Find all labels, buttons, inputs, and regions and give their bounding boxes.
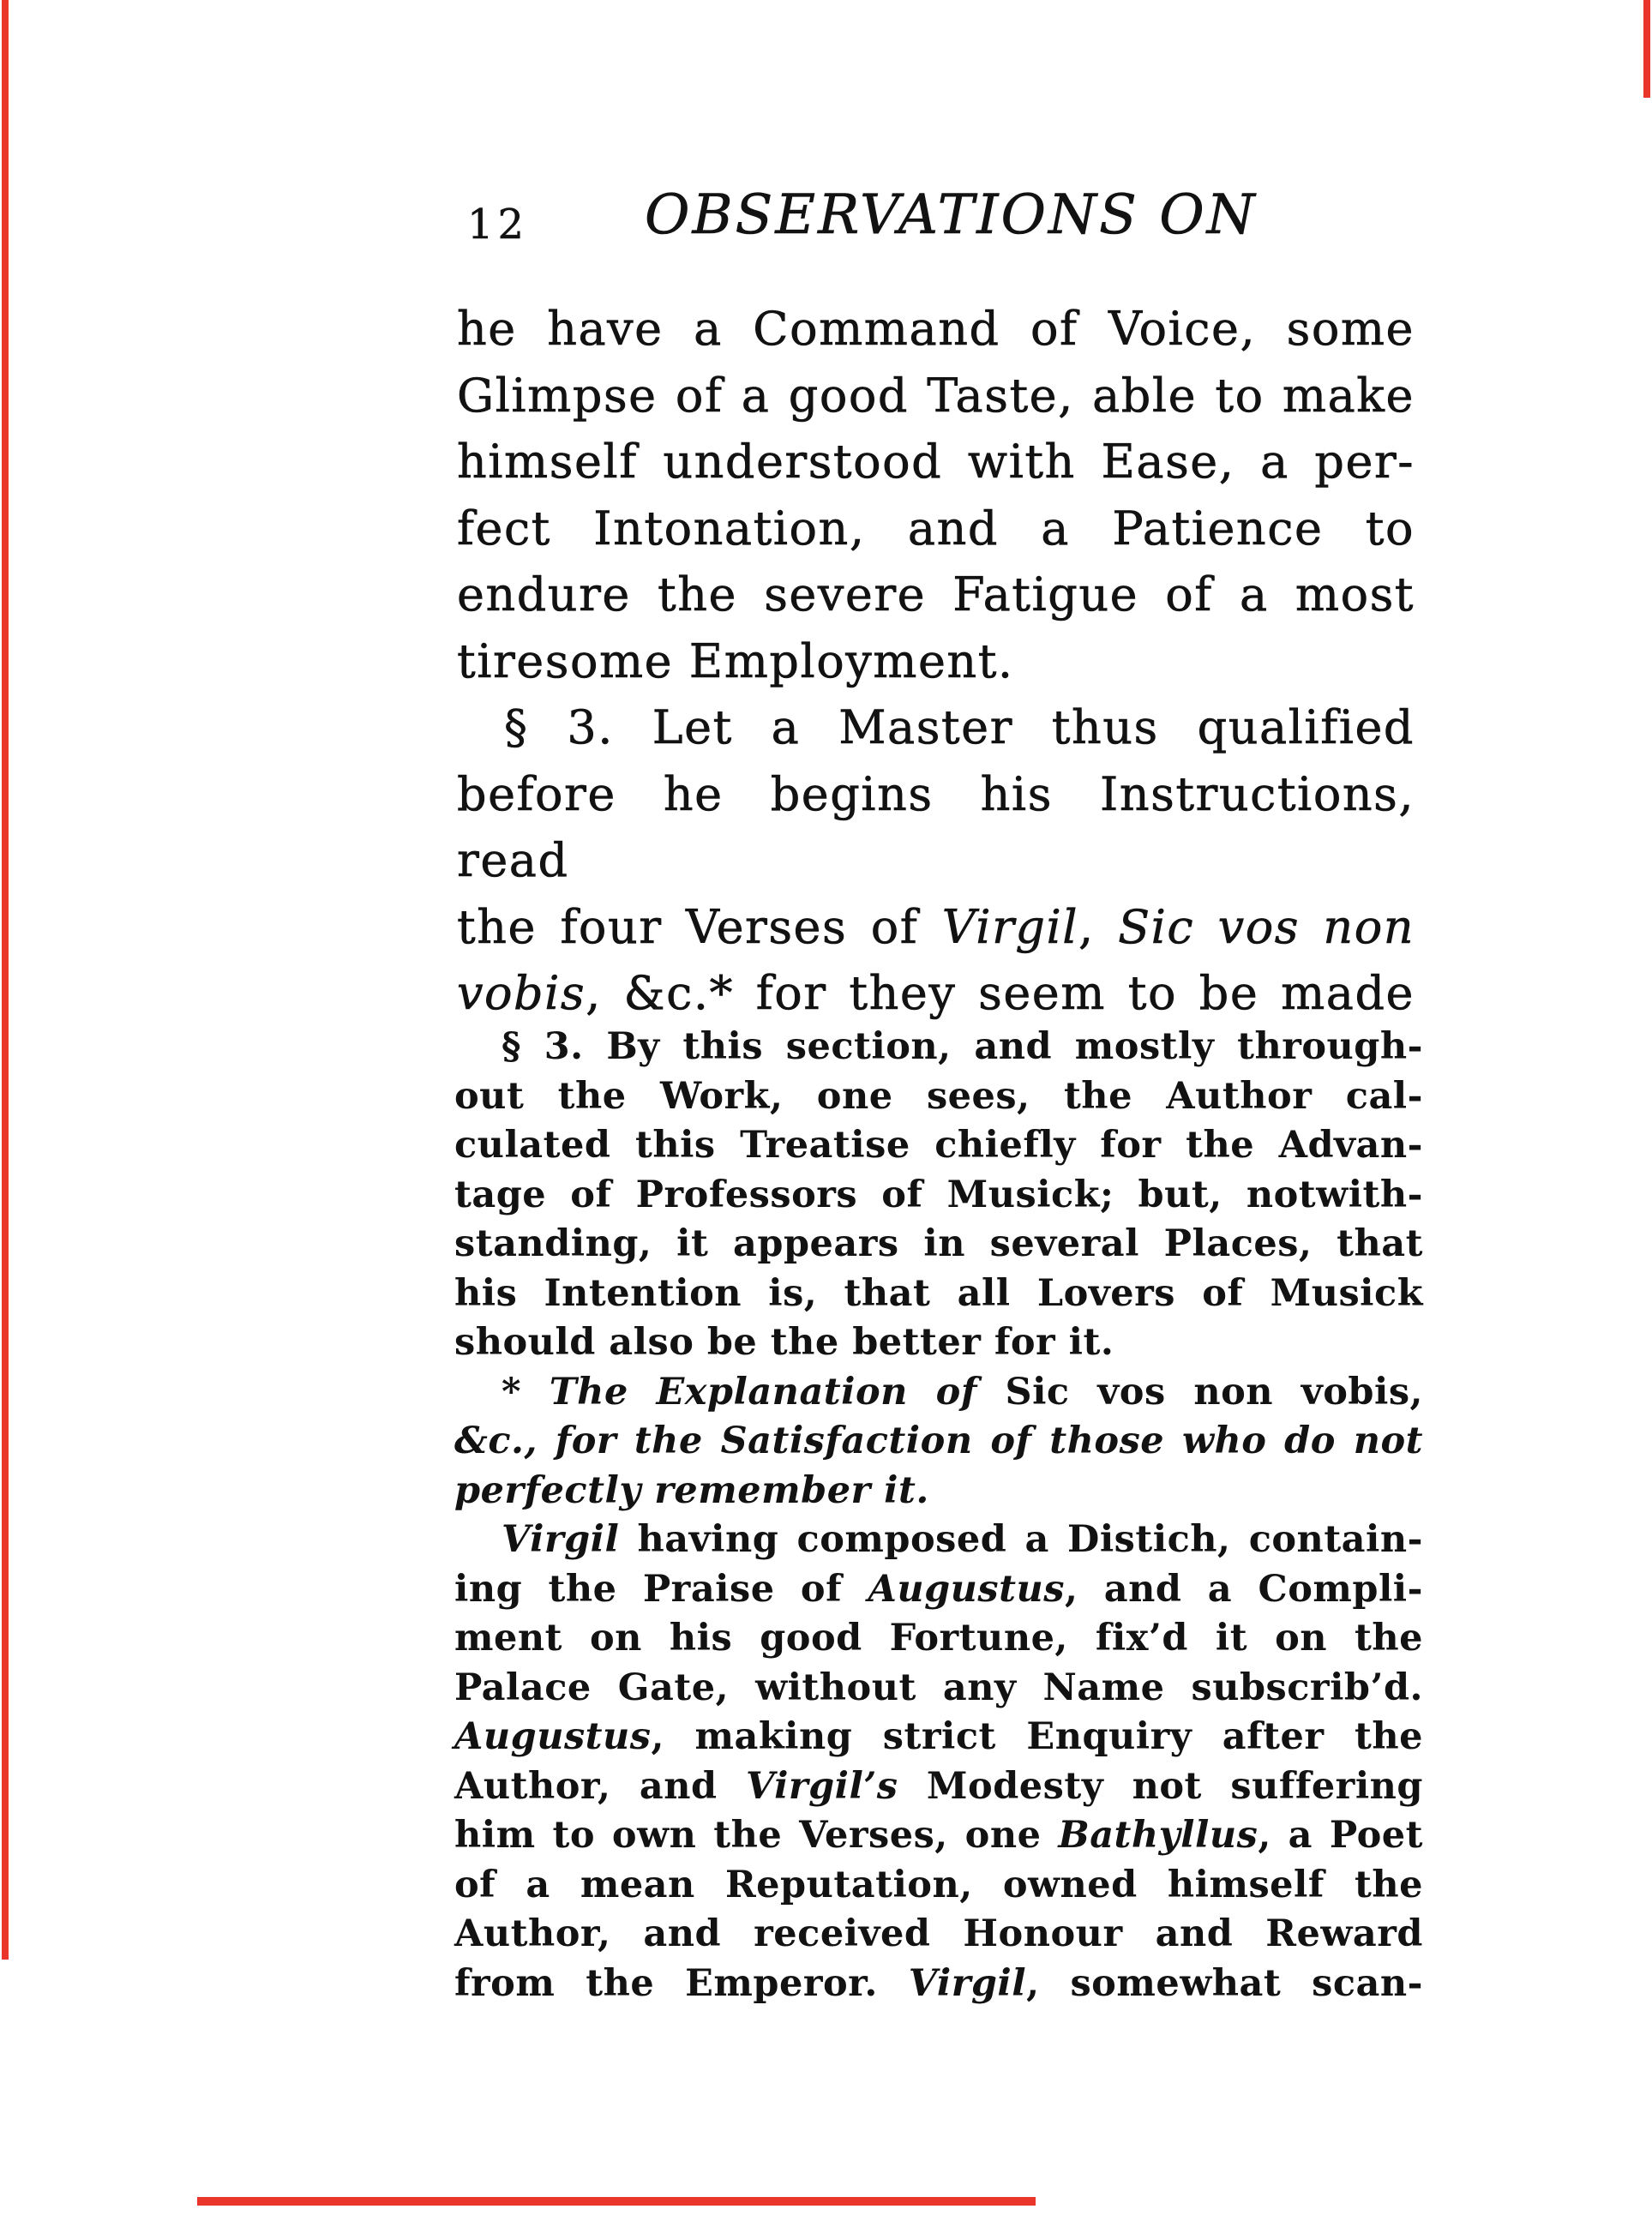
text-segment: from the Emperor. [454,1961,909,2005]
text-line [457,894,1415,961]
italic-text-segment: Virgil [941,899,1078,954]
text-line [454,1072,1423,1122]
text-segment: the four Verses of [457,899,942,954]
italic-text-segment: vobis [457,966,586,1020]
text-line [457,628,1415,695]
text-segment: * [502,1370,550,1414]
text-segment: standing, it appears in several Places, that [454,1222,1423,1265]
text-line [454,1565,1423,1615]
text-line [457,761,1415,894]
text-line [457,296,1415,363]
text-segment: having composed a Distich, contain- [619,1518,1423,1561]
italic-text-segment: Augustus [868,1567,1065,1611]
text-line [454,1270,1423,1319]
text-line [454,1664,1423,1714]
italic-text-segment: perfectly remember it. [454,1468,929,1512]
text-line [457,363,1415,429]
text-line [454,1368,1423,1418]
text-segment: , [1078,899,1119,954]
scan-mark-left-edge [2,0,9,1960]
text-line [457,495,1415,562]
running-header-title: OBSERVATIONS ON [645,183,1258,247]
text-line [454,1516,1423,1565]
text-segment: endure the severe Fatigue of a most [457,567,1415,621]
italic-text-segment: Augustus [454,1715,652,1758]
text-segment: , a Poet [1258,1814,1423,1857]
italic-text-segment: Virgil [908,1961,1027,2005]
scan-mark-right-edge [1643,0,1650,98]
text-line [454,1861,1423,1911]
text-segment: § 3. By this section, and mostly through- [502,1025,1423,1068]
text-line [457,960,1415,1027]
text-line [454,1171,1423,1221]
footnote-block [454,1023,1423,2008]
text-line [457,561,1415,628]
text-line [454,1910,1423,1960]
text-segment: tage of Professors of Musick; but, notwith- [454,1173,1423,1216]
italic-text-segment: Bathyllus [1058,1814,1259,1857]
scan-mark-bottom-edge [197,2197,1036,2206]
text-segment: Author, and received Honour and Reward [454,1912,1423,1955]
text-segment: , somewhat scan- [1026,1961,1423,2005]
text-line [454,1811,1423,1861]
text-segment: himself understood with Ease, a per- [457,435,1415,489]
text-segment: fect Intonation, and a Patience to [457,501,1415,555]
text-segment: of a mean Reputation, owned himself the [454,1863,1423,1906]
text-line [454,1614,1423,1664]
text-segment: Palace Gate, without any Name subscrib’d. [454,1666,1423,1709]
text-segment: Glimpse of a good Taste, able to make [457,368,1415,423]
main-text-block [457,296,1415,1027]
page-number: 12 [467,201,529,249]
text-line [457,429,1415,495]
italic-text-segment: The Explanation of [549,1370,1006,1414]
text-line [454,1960,1423,2009]
text-segment: , making strict Enquiry after the [651,1715,1423,1758]
text-line [454,1713,1423,1762]
italic-text-segment: Virgil [502,1518,620,1561]
text-segment: before he begins his Instructions, read [457,766,1415,887]
text-segment: Modesty not suffering [898,1764,1423,1808]
text-line [454,1318,1423,1368]
text-line [454,1467,1423,1516]
text-segment: culated this Treatise chiefly for the Advan- [454,1124,1423,1167]
italic-text-segment: Sic vos non [1118,899,1415,954]
text-segment: Sic vos non vobis, [1005,1370,1423,1414]
text-segment: he have a Command of Voice, some [457,302,1415,356]
text-line [457,694,1415,761]
text-line [454,1220,1423,1270]
text-line [454,1121,1423,1171]
text-segment: tiresome Employment. [457,633,1014,688]
text-segment: him to own the Verses, one [454,1814,1059,1857]
text-line [454,1417,1423,1467]
text-segment: ment on his good Fortune, fix’d it on the [454,1617,1423,1660]
text-line [454,1023,1423,1072]
text-segment: ing the Praise of [454,1567,868,1611]
text-segment: , &c.* for they seem to be made [586,966,1415,1020]
text-segment: , and a Compli- [1064,1567,1423,1611]
text-segment: § 3. Let a Master thus qualified [504,700,1415,754]
text-segment: his Intention is, that all Lovers of Musick [454,1271,1423,1315]
text-segment: out the Work, one sees, the Author cal- [454,1074,1423,1118]
italic-text-segment: &c., for the Satisfaction of those who do not [454,1420,1423,1462]
text-line [454,1762,1423,1812]
text-segment: Author, and [454,1764,746,1808]
italic-text-segment: Virgil’s [745,1764,898,1808]
text-segment: should also be the better for it. [454,1321,1114,1364]
